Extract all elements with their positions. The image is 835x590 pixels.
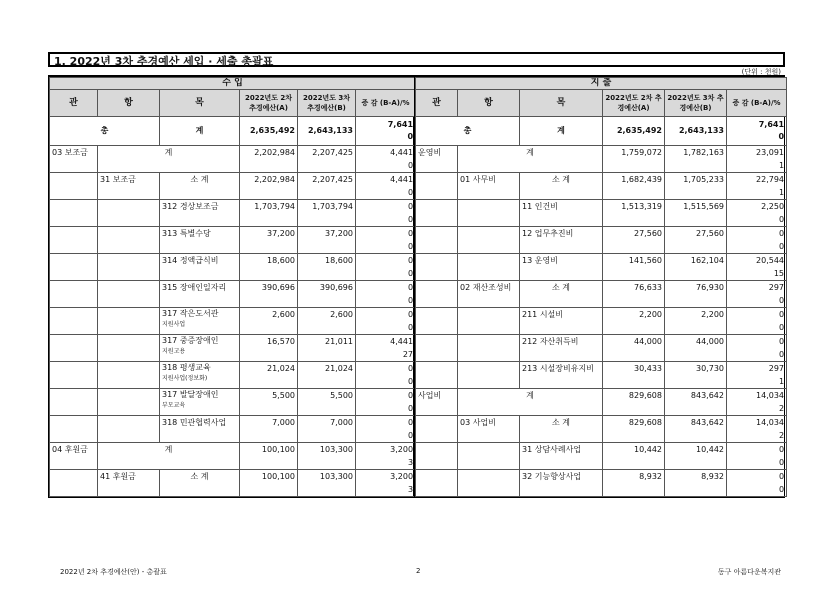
cell-budget-b: 162,104 xyxy=(665,254,727,281)
cell-budget-a: 16,570 xyxy=(240,335,298,362)
cell-budget-b: 1,782,163 xyxy=(665,146,727,173)
cell-diff: 23,091 1 xyxy=(727,146,787,173)
cell-budget-b: 44,000 xyxy=(665,335,727,362)
cell-budget-b: 843,642 xyxy=(665,389,727,416)
cell-mok: 소 계 xyxy=(520,281,603,308)
cell-mok: 12 업무추진비 xyxy=(520,227,603,254)
table-row xyxy=(50,281,416,308)
income-table-wrap xyxy=(48,75,414,498)
table-row xyxy=(416,146,787,173)
income-header-b: 2022년도 3차 추경예산(B) xyxy=(298,90,356,117)
cell-hang xyxy=(98,362,160,389)
cell-mok: 211 시설비 xyxy=(520,308,603,335)
cell-budget-a: 37,200 xyxy=(240,227,298,254)
cell-gwan xyxy=(50,254,98,281)
cell-hang: 03 사업비 xyxy=(458,416,520,443)
cell-hang: 01 사무비 xyxy=(458,173,520,200)
cell-budget-a: 1,513,319 xyxy=(603,200,665,227)
footer-left: 2022년 2차 추경예산(안) - 총괄표 xyxy=(60,568,167,576)
cell-gwan xyxy=(50,362,98,389)
cell-budget-b: 390,696 xyxy=(298,281,356,308)
cell-diff: 0 0 xyxy=(356,227,416,254)
cell-budget-b: 7,000 xyxy=(298,416,356,443)
cell-gwan xyxy=(416,281,458,308)
cell-gwan xyxy=(416,254,458,281)
footer-right: 동구 아름다운복지관 xyxy=(717,568,781,576)
cell-budget-b: 2,207,425 xyxy=(298,173,356,200)
cell-diff: 0 0 xyxy=(356,362,416,389)
cell-budget-a: 2,202,984 xyxy=(240,173,298,200)
page-title: 1. 2022년 3차 추경예산 세입 · 세출 총괄표 xyxy=(48,52,785,67)
table-row xyxy=(50,146,416,173)
cell-hang xyxy=(458,443,520,470)
expense-total-label2: 계 xyxy=(520,117,603,146)
cell-budget-b: 21,011 xyxy=(298,335,356,362)
cell-hang xyxy=(458,308,520,335)
cell-gwan xyxy=(416,470,458,497)
table-row xyxy=(416,308,787,335)
table-row xyxy=(50,254,416,281)
cell-budget-b: 1,515,569 xyxy=(665,200,727,227)
cell-budget-b: 103,300 xyxy=(298,443,356,470)
cell-mok: 312 경상보조금 xyxy=(160,200,240,227)
cell-budget-a: 829,608 xyxy=(603,416,665,443)
cell-budget-b: 27,560 xyxy=(665,227,727,254)
cell-gwan: 04 후원금 xyxy=(50,443,98,470)
cell-mok: 11 인건비 xyxy=(520,200,603,227)
cell-diff: 0 0 xyxy=(727,470,787,497)
cell-budget-a: 100,100 xyxy=(240,443,298,470)
table-row xyxy=(416,362,787,389)
cell-hang xyxy=(458,362,520,389)
cell-mok: 315 장애인일자리 xyxy=(160,281,240,308)
cell-mok: 소 계 xyxy=(520,173,603,200)
cell-hang xyxy=(98,281,160,308)
cell-budget-b: 8,932 xyxy=(665,470,727,497)
cell-budget-a: 100,100 xyxy=(240,470,298,497)
cell-budget-a: 7,000 xyxy=(240,416,298,443)
cell-diff: 0 0 xyxy=(727,227,787,254)
cell-hang xyxy=(458,227,520,254)
expense-table xyxy=(415,77,787,497)
cell-budget-a: 390,696 xyxy=(240,281,298,308)
cell-budget-a: 76,633 xyxy=(603,281,665,308)
table-row xyxy=(50,200,416,227)
table-row xyxy=(416,335,787,362)
cell-diff: 3,200 3 xyxy=(356,443,416,470)
cell-diff: 0 0 xyxy=(356,281,416,308)
cell-hang xyxy=(98,227,160,254)
cell-budget-a: 2,202,984 xyxy=(240,146,298,173)
cell-diff: 0 0 xyxy=(356,254,416,281)
cell-budget-b: 843,642 xyxy=(665,416,727,443)
income-total-diff: 7,641 0 xyxy=(356,117,416,146)
cell-mok: 314 정액급식비 xyxy=(160,254,240,281)
cell-budget-b: 103,300 xyxy=(298,470,356,497)
cell-gwan xyxy=(416,335,458,362)
cell-diff: 3,200 3 xyxy=(356,470,416,497)
cell-gwan xyxy=(50,416,98,443)
cell-budget-b: 5,500 xyxy=(298,389,356,416)
cell-gwan: 운영비 xyxy=(416,146,458,173)
cell-mok: 212 자산취득비 xyxy=(520,335,603,362)
cell-mok: 계 xyxy=(98,443,240,470)
cell-budget-a: 18,600 xyxy=(240,254,298,281)
cell-mok: 213 시설장비유지비 xyxy=(520,362,603,389)
income-header-a: 2022년도 2차 추경예산(A) xyxy=(240,90,298,117)
cell-diff: 297 1 xyxy=(727,362,787,389)
cell-diff: 14,034 2 xyxy=(727,416,787,443)
unit-label: (단위 : 천원) xyxy=(741,68,781,76)
cell-budget-b: 2,207,425 xyxy=(298,146,356,173)
cell-gwan xyxy=(50,200,98,227)
cell-hang xyxy=(458,470,520,497)
cell-mok: 계 xyxy=(458,146,603,173)
cell-budget-b: 21,024 xyxy=(298,362,356,389)
cell-diff: 22,794 1 xyxy=(727,173,787,200)
expense-section-label: 지 출 xyxy=(416,78,787,90)
cell-hang xyxy=(458,200,520,227)
table-row xyxy=(416,389,787,416)
cell-gwan xyxy=(416,308,458,335)
cell-hang xyxy=(98,389,160,416)
cell-gwan xyxy=(416,362,458,389)
cell-hang xyxy=(458,254,520,281)
cell-mok: 계 xyxy=(98,146,240,173)
cell-diff: 0 0 xyxy=(727,308,787,335)
table-row xyxy=(50,470,416,497)
expense-table-wrap xyxy=(414,75,785,498)
cell-diff: 20,544 15 xyxy=(727,254,787,281)
income-header-diff: 증 감 (B-A)/% xyxy=(356,90,416,117)
expense-total-b: 2,643,133 xyxy=(665,117,727,146)
income-section-label: 수 입 xyxy=(50,78,416,90)
table-row xyxy=(416,200,787,227)
cell-mok: 소 계 xyxy=(520,416,603,443)
cell-budget-a: 829,608 xyxy=(603,389,665,416)
cell-gwan xyxy=(50,173,98,200)
cell-hang xyxy=(98,416,160,443)
income-header-gwan: 관 xyxy=(50,90,98,117)
cell-hang: 31 보조금 xyxy=(98,173,160,200)
cell-budget-a: 2,200 xyxy=(603,308,665,335)
cell-budget-a: 5,500 xyxy=(240,389,298,416)
cell-budget-b: 10,442 xyxy=(665,443,727,470)
cell-budget-b: 2,200 xyxy=(665,308,727,335)
cell-budget-b: 1,703,794 xyxy=(298,200,356,227)
footer-page-number: 2 xyxy=(416,567,421,575)
expense-header-a: 2022년도 2차 추경예산(A) xyxy=(603,90,665,117)
income-total-label2: 계 xyxy=(160,117,240,146)
cell-gwan xyxy=(416,443,458,470)
table-row xyxy=(50,308,416,335)
cell-hang xyxy=(98,335,160,362)
income-header-mok: 목 xyxy=(160,90,240,117)
cell-gwan: 사업비 xyxy=(416,389,458,416)
cell-budget-a: 2,600 xyxy=(240,308,298,335)
cell-diff: 4,441 0 xyxy=(356,173,416,200)
income-total-label: 총 xyxy=(50,117,160,146)
cell-gwan xyxy=(50,470,98,497)
cell-mok: 소 계 xyxy=(160,173,240,200)
cell-budget-b: 1,705,233 xyxy=(665,173,727,200)
income-header-hang: 항 xyxy=(98,90,160,117)
cell-mok: 318 평생교육 지원사업(정보화) xyxy=(160,362,240,389)
expense-header-diff: 증 감 (B-A)/% xyxy=(727,90,787,117)
expense-total-a: 2,635,492 xyxy=(603,117,665,146)
cell-gwan xyxy=(416,416,458,443)
table-row xyxy=(416,254,787,281)
expense-header-gwan: 관 xyxy=(416,90,458,117)
cell-budget-b: 18,600 xyxy=(298,254,356,281)
cell-budget-b: 76,930 xyxy=(665,281,727,308)
cell-mok: 소 계 xyxy=(160,470,240,497)
table-row xyxy=(50,173,416,200)
cell-budget-b: 2,600 xyxy=(298,308,356,335)
cell-budget-a: 27,560 xyxy=(603,227,665,254)
cell-diff: 0 0 xyxy=(356,308,416,335)
table-row xyxy=(50,389,416,416)
cell-mok: 13 운영비 xyxy=(520,254,603,281)
table-row xyxy=(50,335,416,362)
table-row xyxy=(50,416,416,443)
cell-gwan xyxy=(50,227,98,254)
cell-mok: 317 중증장애인 지원고용 xyxy=(160,335,240,362)
cell-budget-a: 1,703,794 xyxy=(240,200,298,227)
cell-diff: 0 0 xyxy=(727,335,787,362)
cell-gwan xyxy=(416,227,458,254)
cell-budget-a: 21,024 xyxy=(240,362,298,389)
cell-budget-a: 141,560 xyxy=(603,254,665,281)
cell-budget-b: 37,200 xyxy=(298,227,356,254)
income-total-b: 2,643,133 xyxy=(298,117,356,146)
table-row xyxy=(416,173,787,200)
table-row xyxy=(50,362,416,389)
expense-total-label: 총 xyxy=(416,117,520,146)
cell-diff: 0 0 xyxy=(727,443,787,470)
expense-rows xyxy=(416,146,787,497)
cell-hang xyxy=(98,254,160,281)
cell-gwan xyxy=(50,335,98,362)
cell-diff: 0 0 xyxy=(356,200,416,227)
cell-gwan xyxy=(50,281,98,308)
table-row xyxy=(50,227,416,254)
cell-hang: 02 재산조성비 xyxy=(458,281,520,308)
cell-diff: 0 0 xyxy=(356,389,416,416)
expense-header-hang: 항 xyxy=(458,90,520,117)
cell-gwan xyxy=(50,389,98,416)
table-row xyxy=(50,443,416,470)
cell-diff: 14,034 2 xyxy=(727,389,787,416)
table-row xyxy=(416,227,787,254)
cell-budget-a: 1,759,072 xyxy=(603,146,665,173)
cell-mok: 317 작은도서관 지원사업 xyxy=(160,308,240,335)
cell-mok: 31 상담사례사업 xyxy=(520,443,603,470)
cell-mok: 계 xyxy=(458,389,603,416)
table-row xyxy=(416,281,787,308)
cell-diff: 2,250 0 xyxy=(727,200,787,227)
cell-gwan xyxy=(50,308,98,335)
table-row xyxy=(416,470,787,497)
cell-budget-a: 30,433 xyxy=(603,362,665,389)
cell-diff: 297 0 xyxy=(727,281,787,308)
cell-budget-a: 1,682,439 xyxy=(603,173,665,200)
cell-hang xyxy=(98,308,160,335)
cell-gwan xyxy=(416,200,458,227)
income-table xyxy=(49,77,416,497)
expense-header-mok: 목 xyxy=(520,90,603,117)
expense-total-diff: 7,641 0 xyxy=(727,117,787,146)
cell-gwan xyxy=(416,173,458,200)
cell-diff: 4,441 27 xyxy=(356,335,416,362)
cell-budget-a: 10,442 xyxy=(603,443,665,470)
expense-header-b: 2022년도 3차 추경예산(B) xyxy=(665,90,727,117)
table-row xyxy=(416,443,787,470)
cell-mok: 32 기능향상사업 xyxy=(520,470,603,497)
income-total-a: 2,635,492 xyxy=(240,117,298,146)
cell-budget-a: 8,932 xyxy=(603,470,665,497)
cell-mok: 317 발달장애인 부모교육 xyxy=(160,389,240,416)
cell-budget-b: 30,730 xyxy=(665,362,727,389)
table-row xyxy=(416,416,787,443)
cell-diff: 4,441 0 xyxy=(356,146,416,173)
cell-diff: 0 0 xyxy=(356,416,416,443)
cell-mok: 318 민관협력사업 xyxy=(160,416,240,443)
cell-gwan: 03 보조금 xyxy=(50,146,98,173)
income-rows xyxy=(50,146,416,497)
cell-hang: 41 후원금 xyxy=(98,470,160,497)
cell-hang xyxy=(98,200,160,227)
cell-mok: 313 특별수당 xyxy=(160,227,240,254)
cell-budget-a: 44,000 xyxy=(603,335,665,362)
cell-hang xyxy=(458,335,520,362)
